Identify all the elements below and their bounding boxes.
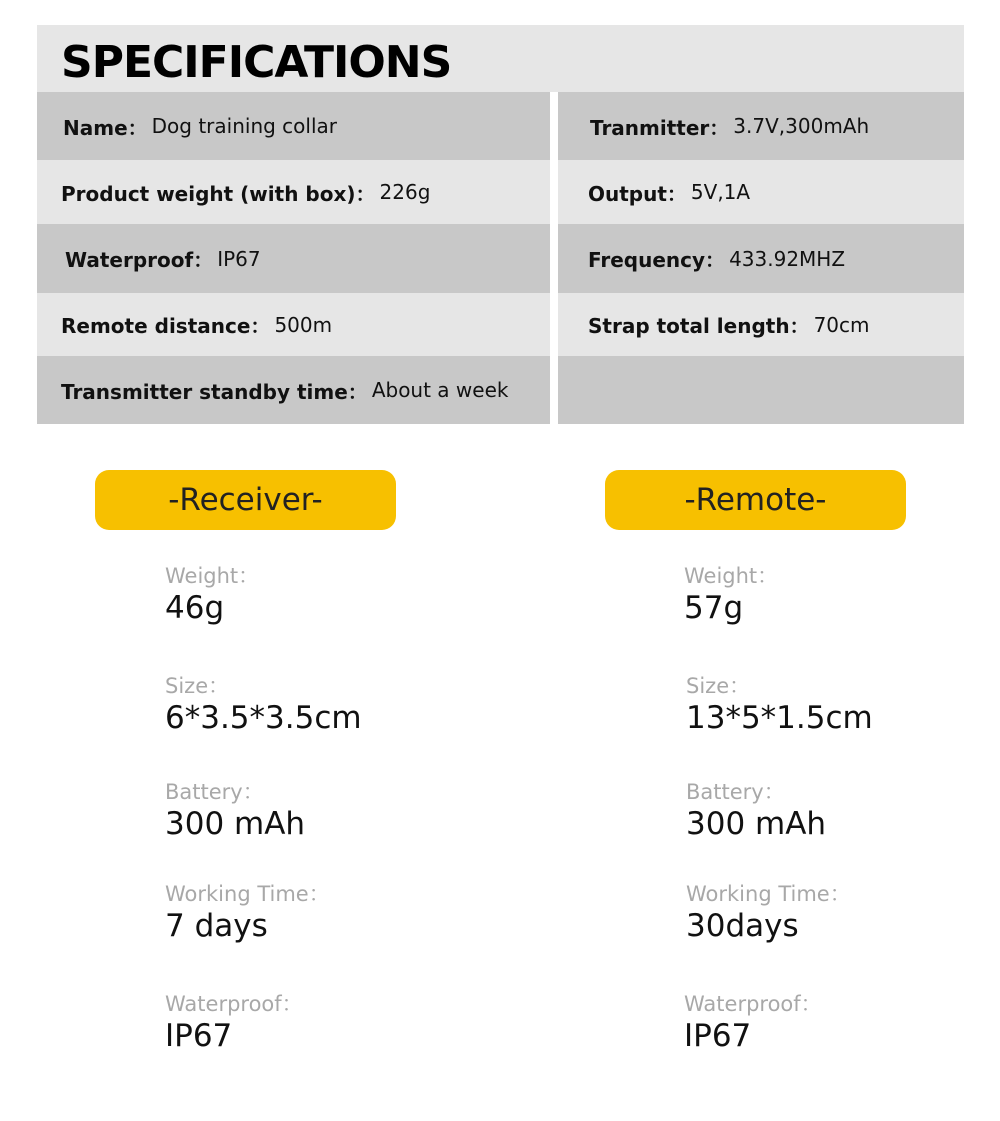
spec-value: 30days bbox=[686, 908, 799, 944]
page-title: SPECIFICATIONS bbox=[61, 37, 452, 88]
spec-label: Size： bbox=[165, 674, 230, 698]
spec-value: About a week bbox=[371, 378, 509, 402]
spec-label: Battery： bbox=[165, 780, 264, 804]
spec-label: Waterproof： bbox=[165, 992, 303, 1016]
spec-value: IP67 bbox=[165, 1018, 233, 1054]
spec-label: Size： bbox=[686, 674, 751, 698]
spec-value: IP67 bbox=[217, 246, 261, 271]
spec-frequency-row bbox=[558, 224, 964, 293]
spec-value: 6*3.5*3.5cm bbox=[165, 700, 362, 736]
spec-label: Waterproof： bbox=[684, 992, 822, 1016]
spec-value: 226g bbox=[379, 180, 431, 204]
remote-battery bbox=[686, 776, 826, 842]
spec-key: Name： bbox=[63, 115, 148, 140]
spec-value: 300 mAh bbox=[686, 806, 827, 842]
spec-remote-distance-row bbox=[37, 293, 550, 356]
receiver-weight bbox=[165, 560, 259, 626]
spec-value: 13*5*1.5cm bbox=[686, 700, 873, 736]
receiver-size bbox=[165, 670, 362, 736]
spec-name-row bbox=[37, 92, 550, 160]
spec-value: 5V,1A bbox=[690, 180, 751, 204]
spec-product-weight-row bbox=[37, 160, 550, 224]
spec-label: Working Time： bbox=[165, 882, 330, 906]
spec-key: Remote distance： bbox=[61, 314, 271, 338]
receiver-waterproof bbox=[165, 988, 303, 1054]
spec-label: Battery： bbox=[686, 780, 785, 804]
spec-value: 433.92MHZ bbox=[729, 246, 846, 271]
spec-value: IP67 bbox=[684, 1018, 752, 1054]
remote-working-time bbox=[686, 878, 851, 944]
receiver-heading: -Receiver- bbox=[95, 470, 396, 530]
remote-size bbox=[686, 670, 873, 736]
spec-key: Waterproof： bbox=[65, 248, 214, 272]
spec-value: 46g bbox=[165, 590, 225, 626]
spec-key: Output： bbox=[588, 181, 687, 206]
spec-value: Dog training collar bbox=[151, 114, 337, 138]
spec-waterproof-row bbox=[37, 224, 550, 293]
remote-heading: -Remote- bbox=[605, 470, 906, 530]
spec-transmitter-row bbox=[558, 92, 964, 160]
specifications-header bbox=[37, 25, 964, 92]
spec-label: Weight： bbox=[684, 564, 779, 588]
receiver-working-time bbox=[165, 878, 330, 944]
spec-empty-row bbox=[558, 356, 964, 424]
spec-label: Working Time： bbox=[686, 882, 851, 906]
remote-waterproof bbox=[684, 988, 822, 1054]
spec-key: Transmitter standby time： bbox=[61, 379, 368, 404]
spec-value: 3.7V,300mAh bbox=[733, 114, 870, 138]
spec-key: Tranmitter： bbox=[590, 115, 730, 140]
spec-key: Product weight (with box)： bbox=[61, 181, 376, 206]
spec-label: Weight： bbox=[165, 564, 260, 588]
spec-standby-time-row bbox=[37, 356, 550, 424]
spec-value: 500m bbox=[274, 312, 333, 337]
spec-value: 70cm bbox=[813, 312, 870, 337]
remote-weight bbox=[684, 560, 778, 626]
receiver-battery bbox=[165, 776, 305, 842]
spec-key: Frequency： bbox=[588, 248, 726, 272]
spec-key: Strap total length： bbox=[588, 314, 810, 338]
spec-strap-length-row bbox=[558, 293, 964, 356]
spec-value: 300 mAh bbox=[165, 806, 306, 842]
spec-output-row bbox=[558, 160, 964, 224]
spec-value: 57g bbox=[684, 590, 744, 626]
spec-value: 7 days bbox=[165, 908, 268, 944]
